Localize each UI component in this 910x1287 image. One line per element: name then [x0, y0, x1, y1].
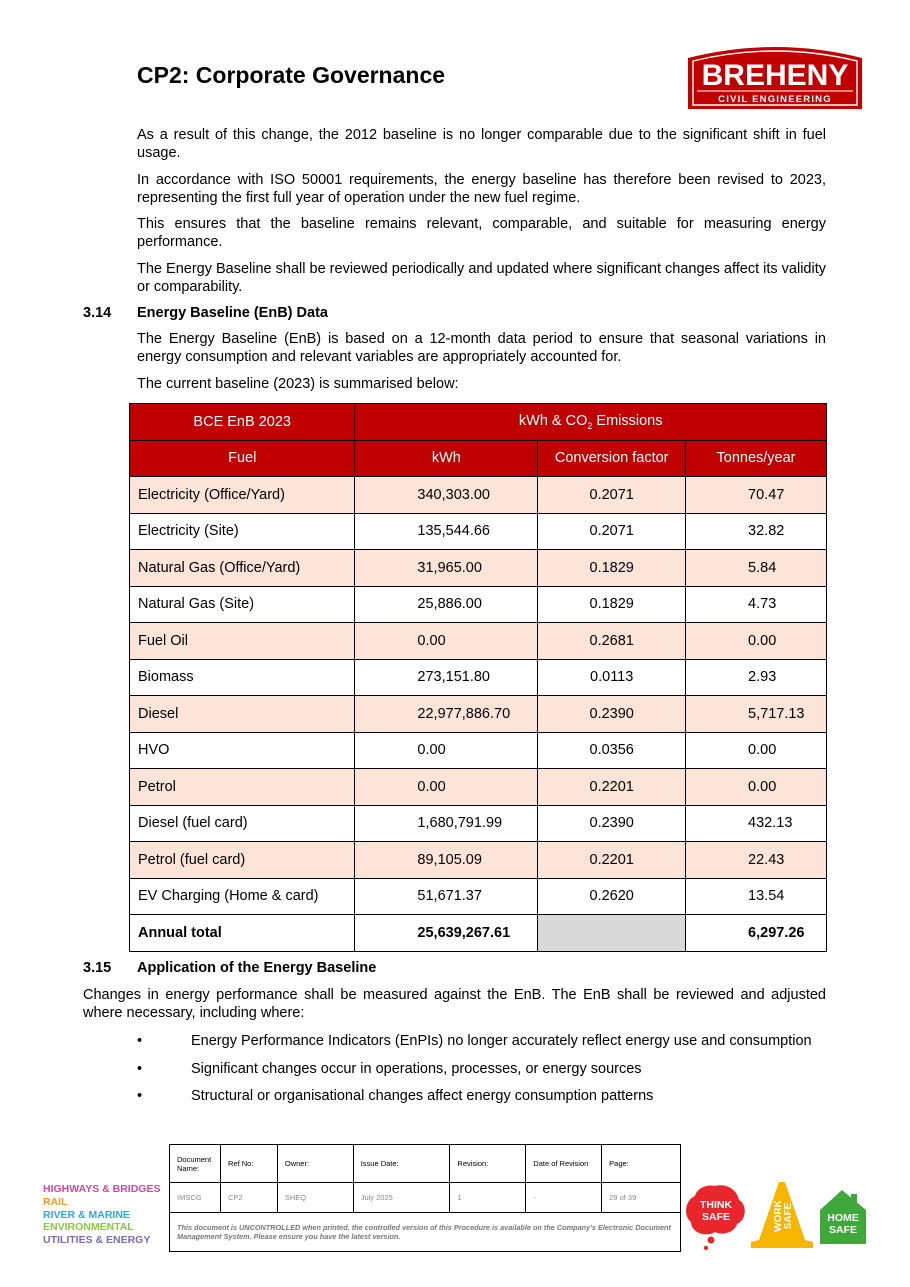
factor-cell: 0.0113 [538, 659, 686, 696]
fuel-cell: Electricity (Site) [130, 513, 355, 550]
safety-badges [685, 1180, 870, 1255]
footer-label-row [170, 1145, 681, 1183]
intro-paragraph: This ensures that the baseline remains relevant, comparable, and suitable for measuring energy performance. [137, 216, 826, 250]
table-row [130, 477, 827, 514]
table-row [130, 659, 827, 696]
table-row [130, 878, 827, 915]
fuel-cell: Natural Gas (Site) [130, 586, 355, 623]
fuel-cell: Natural Gas (Office/Yard) [130, 550, 355, 587]
factor-cell: 0.1829 [538, 586, 686, 623]
tonnes-cell: 22.43 [686, 842, 827, 879]
footer-value: 1 [450, 1183, 526, 1213]
logo-name: BREHENY [701, 59, 849, 92]
section-number: 3.14 [83, 305, 112, 321]
tonnes-cell: 13.54 [686, 878, 827, 915]
document-control-table [169, 1144, 681, 1252]
table-total-row [130, 915, 827, 952]
total-tonnes: 6,297.26 [686, 915, 827, 952]
home-safe-badge [820, 1190, 866, 1244]
footer-label: Owner: [277, 1145, 353, 1183]
section-heading-3-15 [83, 960, 376, 976]
bullet-dot-icon: • [137, 1033, 143, 1049]
section-paragraph: Changes in energy performance shall be measured against the EnB. The EnB shall be reviewed and adjusted where necessary, including where: [83, 987, 826, 1021]
footer-value: IMSCG [170, 1183, 221, 1213]
uncontrolled-notice: This document is UNCONTROLLED when printed, the controlled version of this Procedure is available on the Company's Electronic Document Management System. Please ensure you have the latest version. [170, 1213, 681, 1252]
breheny-logo [685, 40, 865, 111]
service-line: ENVIRONMENTAL [43, 1221, 134, 1234]
svg-text:HOME: HOME [827, 1212, 859, 1224]
footer-label: Ref No: [220, 1145, 277, 1183]
bullet-text: Structural or organisational changes affect energy consumption patterns [191, 1088, 654, 1104]
section-title: Application of the Energy Baseline [137, 960, 377, 976]
total-kwh: 25,639,267.61 [355, 915, 538, 952]
tonnes-cell: 0.00 [686, 623, 827, 660]
logo-tagline: CIVIL ENGINEERING [718, 94, 832, 105]
work-safe-badge [751, 1182, 813, 1248]
footer-value: July 2025 [353, 1183, 450, 1213]
footer-value: SHEQ [277, 1183, 353, 1213]
tonnes-cell: 432.13 [686, 805, 827, 842]
table-row [130, 805, 827, 842]
column-header: Fuel [130, 440, 355, 477]
kwh-cell: 340,303.00 [355, 477, 538, 514]
kwh-cell: 1,680,791.99 [355, 805, 538, 842]
footer-value-row [170, 1183, 681, 1213]
table-row [130, 696, 827, 733]
fuel-cell: Fuel Oil [130, 623, 355, 660]
tonnes-cell: 2.93 [686, 659, 827, 696]
fuel-cell: Biomass [130, 659, 355, 696]
column-header: Conversion factor [538, 440, 686, 477]
bullet-item [137, 1033, 826, 1051]
footer-label: Date of Revision [526, 1145, 602, 1183]
tonnes-cell: 70.47 [686, 477, 827, 514]
footer-value: 29 of 39 [602, 1183, 681, 1213]
footer-label: Issue Date: [353, 1145, 450, 1183]
fuel-cell: Diesel [130, 696, 355, 733]
service-line: UTILITIES & ENERGY [43, 1234, 151, 1247]
service-line: RIVER & MARINE [43, 1208, 130, 1221]
kwh-cell: 0.00 [355, 732, 538, 769]
factor-cell: 0.1829 [538, 550, 686, 587]
table-row [130, 550, 827, 587]
table-row [130, 842, 827, 879]
footer-value: CP2 [220, 1183, 277, 1213]
total-label: Annual total [130, 915, 355, 952]
tonnes-cell: 0.00 [686, 769, 827, 806]
footer-value: - [526, 1183, 602, 1213]
table-title-left: BCE EnB 2023 [130, 404, 355, 441]
section-paragraph: The Energy Baseline (EnB) is based on a 12-month data period to ensure that seasonal variations in energy consumption and relevant variables are appropriately accounted for. [137, 331, 826, 365]
services-list [43, 1183, 160, 1247]
kwh-cell: 135,544.66 [355, 513, 538, 550]
kwh-cell: 0.00 [355, 769, 538, 806]
factor-cell: 0.2201 [538, 842, 686, 879]
svg-text:SAFE: SAFE [701, 1211, 731, 1223]
kwh-cell: 273,151.80 [355, 659, 538, 696]
bullet-text: Significant changes occur in operations, processes, or energy sources [191, 1060, 642, 1077]
table-row [130, 732, 827, 769]
total-factor-blank [538, 915, 686, 952]
factor-cell: 0.2620 [538, 878, 686, 915]
energy-baseline-table [129, 403, 827, 952]
svg-text:THINK: THINK [699, 1199, 733, 1211]
factor-cell: 0.0356 [538, 732, 686, 769]
think-safe-badge [686, 1185, 745, 1250]
kwh-cell: 25,886.00 [355, 586, 538, 623]
section-paragraph: The current baseline (2023) is summarised below: [137, 376, 459, 392]
svg-text:WORK: WORK [773, 1200, 784, 1232]
kwh-cell: 51,671.37 [355, 878, 538, 915]
footer-label: Document Name: [170, 1145, 221, 1183]
footer-label: Page: [602, 1145, 681, 1183]
tonnes-cell: 5.84 [686, 550, 827, 587]
kwh-cell: 31,965.00 [355, 550, 538, 587]
bullet-list [137, 1033, 826, 1116]
tonnes-cell: 4.73 [686, 586, 827, 623]
factor-cell: 0.2201 [538, 769, 686, 806]
svg-text:SAFE: SAFE [828, 1224, 858, 1236]
service-line: HIGHWAYS & BRIDGES [43, 1183, 161, 1195]
factor-cell: 0.2071 [538, 477, 686, 514]
table-title-right: kWh & $CO_2$ Emissions [355, 404, 827, 441]
table-row [130, 623, 827, 660]
table-title-row [130, 404, 827, 441]
factor-cell: 0.2390 [538, 805, 686, 842]
intro-paragraph: As a result of this change, the 2012 baseline is no longer comparable due to the significant shift in fuel usage. [137, 127, 826, 161]
footer-notice-row [170, 1213, 681, 1252]
factor-cell: 0.2071 [538, 513, 686, 550]
fuel-cell: Diesel (fuel card) [130, 805, 355, 842]
fuel-cell: Petrol [130, 769, 355, 806]
fuel-cell: Petrol (fuel card) [130, 842, 355, 879]
service-line: RAIL [43, 1195, 68, 1208]
intro-paragraph: The Energy Baseline shall be reviewed periodically and updated where significant changes affect its validity or comparability. [137, 261, 826, 295]
footer-label: Revision: [450, 1145, 526, 1183]
fuel-cell: HVO [130, 732, 355, 769]
column-header: Tonnes/year [686, 440, 827, 477]
factor-cell: 0.2390 [538, 696, 686, 733]
bullet-item [137, 1088, 826, 1106]
page-title: CP2: Corporate Governance [137, 62, 446, 88]
table-row [130, 513, 827, 550]
intro-paragraph: In accordance with ISO 50001 requirements, the energy baseline has therefore been revised to 2023, representing the first full year of operation under the new fuel regime. [137, 172, 826, 206]
section-number: 3.15 [83, 960, 112, 976]
bullet-text: Energy Performance Indicators (EnPIs) no longer accurately reflect energy use and consumption [191, 1033, 812, 1049]
kwh-cell: 22,977,886.70 [355, 696, 538, 733]
tonnes-cell: 0.00 [686, 732, 827, 769]
section-title: Energy Baseline (EnB) Data [137, 305, 328, 321]
table-header-row [130, 440, 827, 477]
tonnes-cell: 32.82 [686, 513, 827, 550]
kwh-cell: 0.00 [355, 623, 538, 660]
bullet-dot-icon: • [137, 1060, 143, 1077]
tonnes-cell: 5,717.13 [686, 696, 827, 733]
factor-cell: 0.2681 [538, 623, 686, 660]
fuel-cell: EV Charging (Home & card) [130, 878, 355, 915]
table-row [130, 769, 827, 806]
section-heading-3-14 [83, 305, 328, 321]
table-row [130, 586, 827, 623]
bullet-item [137, 1061, 826, 1079]
kwh-cell: 89,105.09 [355, 842, 538, 879]
svg-text:SAFE: SAFE [783, 1202, 794, 1230]
column-header: kWh [355, 440, 538, 477]
bullet-dot-icon: • [137, 1088, 143, 1104]
fuel-cell: Electricity (Office/Yard) [130, 477, 355, 514]
